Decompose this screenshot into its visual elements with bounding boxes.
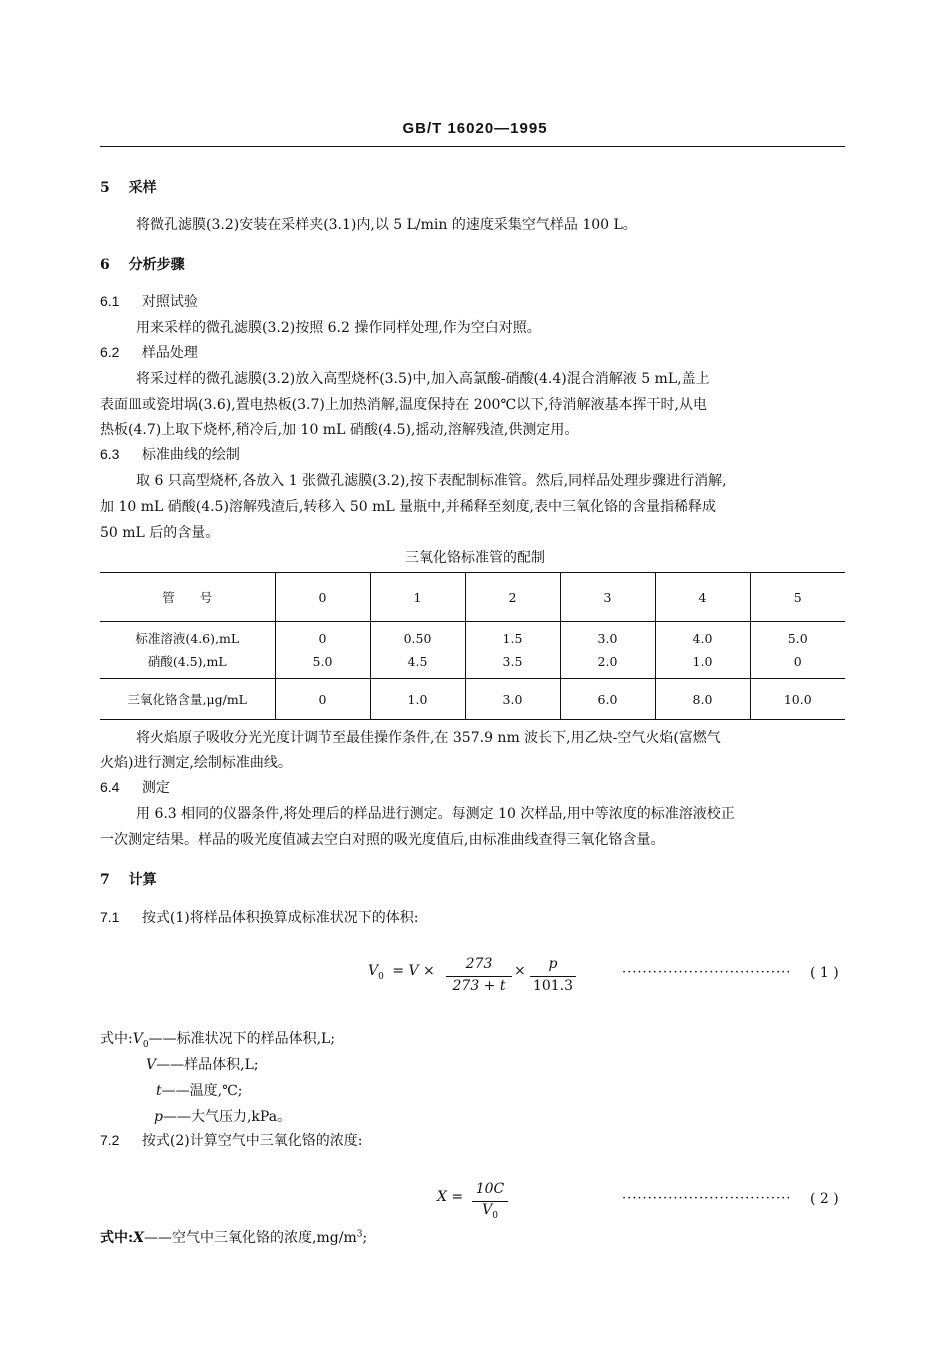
equation-1-denominator-2: 101.3	[532, 978, 574, 994]
paragraph-line: 表面皿或瓷坩埚(3.6),置电热板(3.7)上加热消解,温度保持在 200℃以下,待消解液基本挥干时,从电	[100, 397, 708, 413]
table-header-cell: 4	[655, 573, 750, 622]
subsection-number: 7.2	[100, 1132, 120, 1148]
standard-tube-table	[100, 572, 845, 720]
where-item: t——温度,℃;	[156, 1083, 243, 1099]
subsection-title: 样品处理	[141, 345, 198, 361]
table-cell: 0 5.0	[275, 622, 370, 679]
equation-1-number: ( 1 )	[810, 965, 839, 981]
subsection-6-3-heading	[100, 444, 240, 464]
subsection-7-2	[100, 1130, 362, 1150]
equation-1-leader: ·································	[622, 965, 792, 980]
table-header-cell: 5	[750, 573, 845, 622]
subsection-text: 按式(1)将样品体积换算成标准状况下的体积:	[141, 910, 419, 926]
paragraph-line: 50 mL 后的含量。	[100, 525, 220, 541]
equation-2-denominator: $V_0$	[482, 1202, 498, 1221]
table-cell: 5.0 0	[750, 622, 845, 679]
equation-1-lhs: $V_0 = V$ ×	[368, 963, 435, 982]
equation-2-number: ( 2 )	[810, 1191, 839, 1207]
table-header-cell: 3	[560, 573, 655, 622]
subsection-7-1	[100, 907, 418, 927]
table-row	[100, 679, 845, 720]
paragraph-line: 火焰)进行测定,绘制标准曲线。	[100, 755, 292, 771]
equation-1-numerator-2: p	[548, 956, 558, 972]
nitric-acid-label: 硝酸(4.5),mL	[147, 654, 227, 669]
subsection-number: 6.2	[100, 344, 120, 360]
paragraph-line: 将采过样的微孔滤膜(3.2)放入高型烧杯(3.5)中,加入高氯酸-硝酸(4.4)混合消解液 5 mL,盖上	[136, 371, 710, 387]
table-row-label: 三氧化铬含量,μg/mL	[100, 679, 275, 720]
table-caption: 三氧化铬标准管的配制	[405, 550, 545, 566]
fraction-bar	[446, 976, 512, 977]
table-cell: 8.0	[655, 679, 750, 720]
paragraph-line: 将火焰原子吸收分光光度计调节至最佳操作条件,在 357.9 nm 波长下,用乙炔-空气火焰(富燃气	[136, 730, 721, 746]
subsection-6-4-heading	[100, 777, 170, 797]
equation-1-times: ×	[514, 963, 526, 979]
equation-1-numerator-1: 273	[465, 956, 493, 972]
paragraph-line: 用 6.3 相同的仪器条件,将处理后的样品进行测定。每测定 10 次样品,用中等浓度的标准溶液校正	[136, 806, 735, 822]
paragraph-line: 加 10 mL 硝酸(4.5)溶解残渣后,转移入 50 mL 量瓶中,并稀释至刻度,表中三氧化铬的含量指稀释成	[100, 499, 717, 515]
paragraph-line: 取 6 只高型烧杯,各放入 1 张微孔滤膜(3.2),按下表配制标准管。然后,同样品处理步骤进行消解,	[136, 473, 727, 489]
table-cell: 3.0 2.0	[560, 622, 655, 679]
paragraph: 将微孔滤膜(3.2)安装在采样夹(3.1)内,以 5 L/min 的速度采集空气样品 100 L。	[136, 217, 637, 233]
table-header-cell: 2	[465, 573, 560, 622]
section-5-heading	[100, 177, 157, 197]
where-item: 式中$:V_0——$标准状况下的样品体积,L;	[100, 1031, 336, 1050]
paragraph: 用来采样的微孔滤膜(3.2)按照 6.2 操作同样处理,作为空白对照。	[136, 320, 541, 336]
table-row-label	[100, 622, 275, 679]
subsection-text: 按式(2)计算空气中三氧化铬的浓度:	[141, 1133, 363, 1149]
fraction-bar	[530, 976, 576, 977]
subsection-title: 测定	[141, 780, 170, 796]
subsection-title: 标准曲线的绘制	[141, 447, 240, 463]
table-cell: 1.5 3.5	[465, 622, 560, 679]
subsection-number: 6.1	[100, 293, 120, 309]
equation-2-numerator: 10C	[475, 1181, 505, 1197]
where-item: p——大气压力,kPa。	[154, 1109, 292, 1125]
std-solution-label: 标准溶液(4.6),mL	[135, 631, 240, 646]
subsection-number: 6.4	[100, 779, 120, 795]
section-7-heading	[100, 869, 157, 889]
section-number: 6	[100, 257, 110, 273]
table-cell: 1.0	[370, 679, 465, 720]
equation-2-leader: ·································	[622, 1191, 792, 1206]
table-cell: 0	[275, 679, 370, 720]
section-title: 采样	[128, 180, 157, 196]
table-row	[100, 622, 845, 679]
page-header: GB/T 16020—1995	[402, 120, 548, 137]
paragraph-line: 热板(4.7)上取下烧杯,稍冷后,加 10 mL 硝酸(4.5),摇动,溶解残渣,供测定用。	[100, 422, 579, 438]
section-title: 计算	[128, 872, 157, 888]
subsection-6-1-heading	[100, 291, 198, 311]
section-title: 分析步骤	[128, 257, 185, 273]
table-header-cell: 管 号	[100, 573, 275, 622]
table-row	[100, 573, 845, 622]
section-number: 5	[100, 180, 110, 196]
subsection-number: 6.3	[100, 446, 120, 462]
equation-1-denominator-1: 273 + t	[452, 978, 506, 994]
header-rule	[100, 146, 845, 147]
subsection-6-2-heading	[100, 342, 198, 362]
table-cell: 6.0	[560, 679, 655, 720]
table-cell: 10.0	[750, 679, 845, 720]
table-cell: 4.0 1.0	[655, 622, 750, 679]
table-cell: 3.0	[465, 679, 560, 720]
table-header-cell: 0	[275, 573, 370, 622]
table-header-cell: 1	[370, 573, 465, 622]
table-cell: 0.50 4.5	[370, 622, 465, 679]
where-item: V——样品体积,L;	[146, 1057, 259, 1073]
where-item: 式中:X——空气中三氧化铬的浓度$,mg/m^3$;	[100, 1229, 368, 1246]
section-number: 7	[100, 872, 110, 888]
subsection-number: 7.1	[100, 909, 120, 925]
subsection-title: 对照试验	[141, 294, 198, 310]
equation-2-lhs: X =	[437, 1189, 464, 1205]
section-6-heading	[100, 254, 185, 274]
paragraph-line: 一次测定结果。样品的吸光度值减去空白对照的吸光度值后,由标准曲线查得三氧化铬含量。	[100, 832, 665, 848]
